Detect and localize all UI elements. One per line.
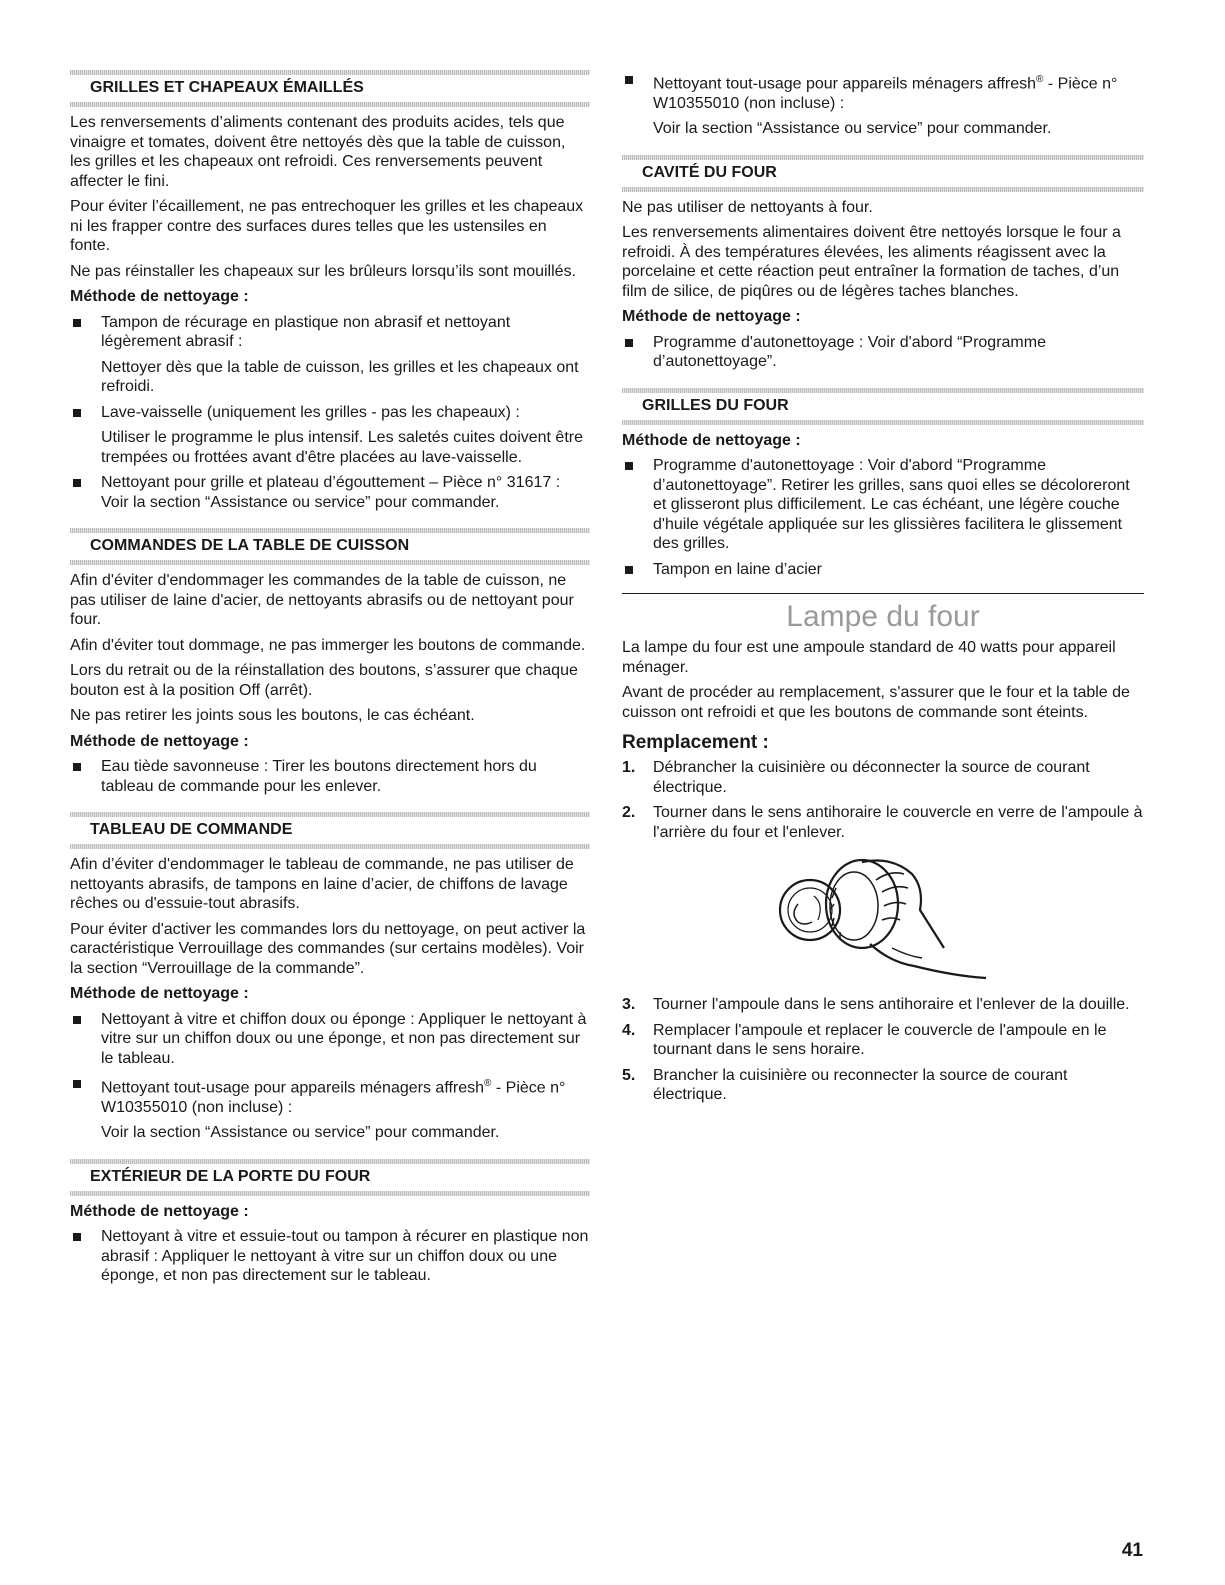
bullet-item — [70, 1074, 590, 1117]
bullet-item: Programme d'autonettoyage : Voir d'abord “Programme d’autonettoyage”. — [622, 333, 1144, 372]
paragraph: Afin d'éviter tout dommage, ne pas immerger les boutons de commande. — [70, 636, 586, 654]
paragraph: Afin d'éviter d'endommager les commandes de la table de cuisson, ne pas utiliser de laine d'acier, de nettoyants abrasifs ou de nettoyant pour four. — [70, 572, 574, 628]
lamp-section-title: Lampe du four — [786, 600, 980, 634]
method-heading: Méthode de nettoyage : — [70, 288, 249, 305]
bullet-detail: Utiliser le programme le plus intensif. Les saletés cuites doivent être trempées ou frottées avant d'être placées au lave-vaisselle. — [101, 429, 583, 466]
section-title: CAVITÉ DU FOUR — [642, 163, 777, 181]
steps-list — [622, 995, 1144, 1105]
bullet-list — [70, 1010, 590, 1118]
bullet-item: Nettoyant à vitre et chiffon doux ou éponge : Appliquer le nettoyant à vitre sur un chiffon doux ou une éponge, et non pas directement sur le tableau. — [70, 1010, 590, 1069]
registered-mark: ® — [484, 1078, 492, 1089]
bullet-list — [622, 456, 1144, 579]
bullet-detail: Nettoyer dès que la table de cuisson, les grilles et les chapeaux ont refroidi. — [101, 358, 579, 395]
bulb-cover-illustration — [772, 852, 992, 987]
section-header — [70, 70, 590, 107]
step-text: Débrancher la cuisinière ou déconnecter la source de courant électrique. — [653, 759, 1090, 796]
paragraph: Les renversements alimentaires doivent être nettoyés lorsque le four a refroidi. À des températures élevées, les aliments réagissent avec la porcelaine et cette réaction peut entraîner la formation de taches, d’un film de silice, de piqûres ou de légères taches blanches. — [622, 224, 1121, 300]
paragraph: Lors du retrait ou de la réinstallation des boutons, s’assurer que chaque bouton est à la position Off (arrêt). — [70, 662, 578, 699]
step-number: 3. — [622, 996, 636, 1014]
step-item — [622, 1066, 1144, 1105]
section-header — [622, 388, 1144, 425]
replacement-heading: Remplacement : — [622, 732, 769, 754]
bullet-list — [622, 333, 1144, 372]
step-text: Remplacer l'ampoule et replacer le couvercle de l'ampoule en le tournant dans le sens horaire. — [653, 1021, 1107, 1059]
page-number: 41 — [1121, 1540, 1143, 1561]
paragraph: Avant de procéder au remplacement, s'assurer que le four et la table de cuisson ont refroidi et que les boutons de commande sont éteints. — [622, 684, 1130, 721]
paragraph: Pour éviter d'activer les commandes lors du nettoyage, on peut activer la caractéristique Verrouillage des commandes (sur certains modèles). Voir la section “Verrouillage de la commande”. — [70, 920, 586, 977]
bullet-text: Nettoyant tout-usage pour appareils ménagers affresh — [653, 75, 1037, 93]
bullet-detail: Voir la section “Assistance ou service” pour commander. — [101, 1124, 500, 1142]
bullet-item — [622, 70, 1144, 113]
section-header — [70, 528, 590, 565]
bullet-text: - Pièce n° W10355010 (non incluse) : — [653, 75, 1118, 112]
section-title: GRILLES ET CHAPEAUX ÉMAILLÉS — [90, 79, 364, 96]
section-header — [622, 155, 1144, 192]
step-text: Tourner dans le sens antihoraire le couvercle en verre de l'ampoule à l'arrière du four et l'enlever. — [653, 804, 1143, 841]
step-number: 1. — [622, 759, 636, 777]
registered-mark: ® — [1036, 74, 1044, 85]
steps-list — [622, 758, 1144, 842]
bullet-item: Nettoyant pour grille et plateau d’égouttement – Pièce n° 31617 : — [70, 473, 590, 493]
step-text: Brancher la cuisinière ou reconnecter la source de courant électrique. — [653, 1066, 1068, 1104]
bullet-list — [622, 70, 1144, 113]
bullet-text: - Pièce n° W10355010 (non incluse) : — [101, 1079, 566, 1116]
bullet-list — [70, 757, 590, 796]
section-title: TABLEAU DE COMMANDE — [90, 821, 293, 838]
section-header — [70, 812, 590, 849]
method-heading: Méthode de nettoyage : — [70, 732, 249, 750]
bullet-list — [70, 1227, 590, 1286]
section-title: GRILLES DU FOUR — [642, 396, 789, 414]
method-heading: Méthode de nettoyage : — [622, 431, 801, 449]
paragraph: Ne pas retirer les joints sous les boutons, le cas échéant. — [70, 707, 475, 724]
bullet-item: Eau tiède savonneuse : Tirer les boutons directement hors du tableau de commande pour les enlever. — [70, 757, 590, 796]
bullet-list — [70, 473, 590, 493]
method-heading: Méthode de nettoyage : — [70, 985, 249, 1002]
step-item — [622, 803, 1144, 842]
bullet-item: Tampon de récurage en plastique non abrasif et nettoyant légèrement abrasif : — [70, 313, 590, 352]
step-item — [622, 1021, 1144, 1060]
bullet-item: Tampon en laine d’acier — [622, 560, 1144, 580]
bullet-item: Lave-vaisselle (uniquement les grilles - pas les chapeaux) : — [70, 403, 590, 423]
paragraph: La lampe du four est une ampoule standard de 40 watts pour appareil ménager. — [622, 639, 1116, 676]
bullet-list — [70, 403, 590, 423]
left-column — [70, 70, 590, 1292]
section-header — [70, 1159, 590, 1196]
divider — [622, 593, 1144, 594]
bullet-item: Programme d'autonettoyage : Voir d'abord “Programme d’autonettoyage”. Retirer les grilles, sans quoi elles se décoloreront et glisseront plus difficilement. Le cas échéant, une légère couche d'huile végétale appliquée sur les glissières facilitera le glissement des grilles. — [622, 456, 1144, 554]
paragraph: Les renversements d’aliments contenant des produits acides, tels que vinaigre et tomates, doivent être nettoyés dès que la table de cuisson, les grilles et les chapeaux ont refroidi. Ces renversements peuvent affecter le fini. — [70, 114, 566, 190]
bullet-detail: Voir la section “Assistance ou service” pour commander. — [653, 120, 1052, 138]
step-text: Tourner l'ampoule dans le sens antihoraire et l'enlever de la douille. — [653, 996, 1130, 1014]
step-number: 2. — [622, 804, 636, 822]
method-heading: Méthode de nettoyage : — [622, 308, 801, 326]
bullet-item: Nettoyant à vitre et essuie-tout ou tampon à récurer en plastique non abrasif : Appliquer le nettoyant à vitre sur un chiffon doux ou une éponge, et non pas directement sur le tableau. — [70, 1227, 590, 1286]
bullet-detail: Voir la section “Assistance ou service” pour commander. — [101, 493, 500, 511]
method-heading: Méthode de nettoyage : — [70, 1202, 249, 1220]
section-title: COMMANDES DE LA TABLE DE CUISSON — [90, 537, 410, 554]
bullet-list — [70, 313, 590, 352]
step-item — [622, 995, 1144, 1015]
paragraph: Pour éviter l’écaillement, ne pas entrechoquer les grilles et les chapeaux ni les frapper contre des surfaces dures telles que les ustensiles en fonte. — [70, 198, 584, 254]
bullet-text: Nettoyant tout-usage pour appareils ménagers affresh — [101, 1079, 485, 1097]
step-number: 5. — [622, 1066, 636, 1084]
paragraph: Ne pas réinstaller les chapeaux sur les brûleurs lorsqu’ils sont mouillés. — [70, 262, 577, 280]
paragraph: Afin d’éviter d'endommager le tableau de commande, ne pas utiliser de nettoyants abrasifs, de tampons en laine d’acier, de chiffons de lavage rêches ou d'essuie-tout abrasifs. — [70, 856, 574, 912]
right-column — [622, 70, 1144, 1111]
section-title: EXTÉRIEUR DE LA PORTE DU FOUR — [90, 1167, 371, 1185]
step-number: 4. — [622, 1021, 636, 1039]
paragraph: Ne pas utiliser de nettoyants à four. — [622, 198, 873, 216]
step-item — [622, 758, 1144, 797]
